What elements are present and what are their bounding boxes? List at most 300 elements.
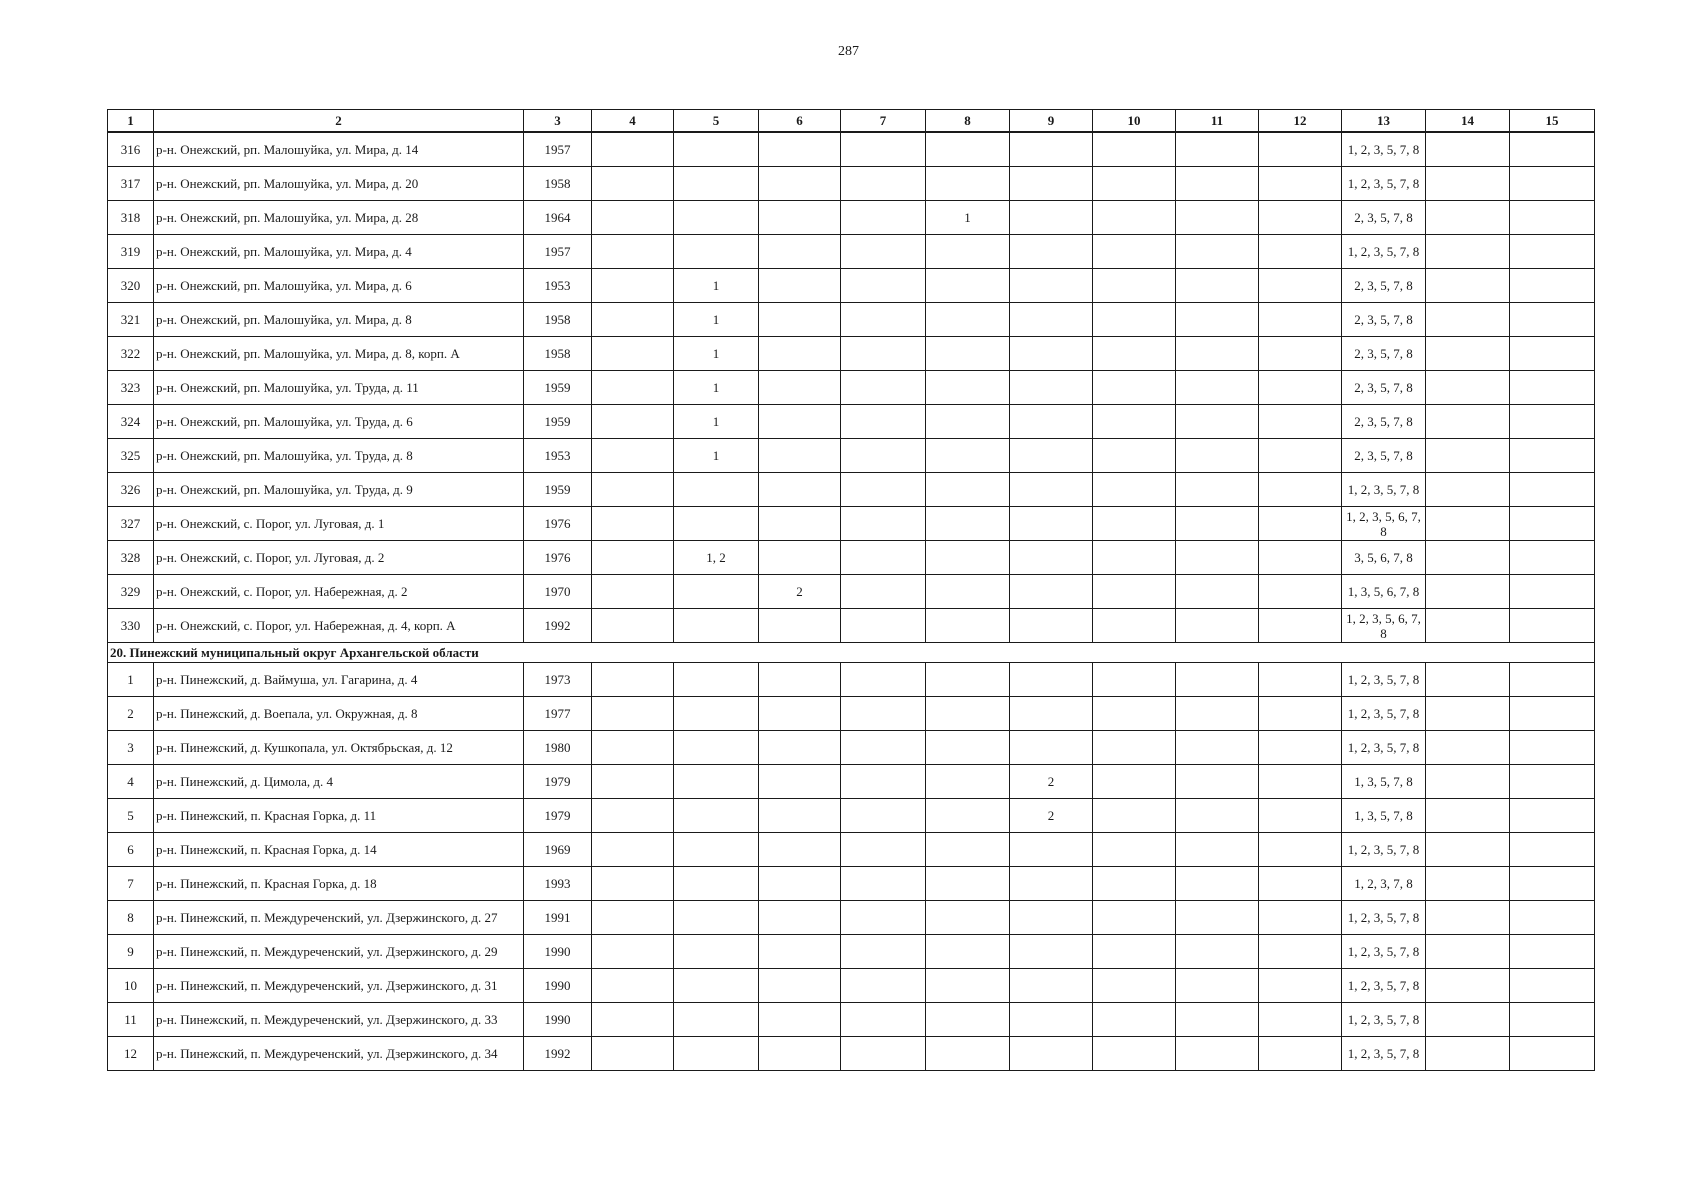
measures-cell: 3, 5, 6, 7, 8 xyxy=(1342,541,1426,575)
year-cell: 1959 xyxy=(524,473,592,507)
address-cell: р-н. Пинежский, п. Красная Горка, д. 11 xyxy=(154,799,524,833)
column-7-cell xyxy=(841,405,926,439)
address-cell: р-н. Онежский, с. Порог, ул. Луговая, д. 2 xyxy=(154,541,524,575)
table-row xyxy=(108,167,1595,201)
column-header-3: 3 xyxy=(524,110,592,133)
column-header-10: 10 xyxy=(1093,110,1176,133)
column-4-cell xyxy=(592,833,674,867)
column-10-cell xyxy=(1093,1037,1176,1071)
column-5-cell xyxy=(674,132,759,167)
column-9-cell xyxy=(1010,371,1093,405)
measures-cell: 1, 2, 3, 5, 7, 8 xyxy=(1342,473,1426,507)
column-15-cell xyxy=(1510,473,1595,507)
column-12-cell xyxy=(1259,901,1342,935)
address-cell: р-н. Онежский, рп. Малошуйка, ул. Мира, д. 14 xyxy=(154,132,524,167)
column-6-cell xyxy=(759,663,841,697)
address-cell: р-н. Пинежский, п. Междуреченский, ул. Дзержинского, д. 34 xyxy=(154,1037,524,1071)
column-5-cell xyxy=(674,609,759,643)
column-5-cell: 1 xyxy=(674,303,759,337)
row-number-cell: 3 xyxy=(108,731,154,765)
year-cell: 1953 xyxy=(524,439,592,473)
column-9-cell xyxy=(1010,507,1093,541)
column-10-cell xyxy=(1093,935,1176,969)
column-5-cell xyxy=(674,235,759,269)
table-row xyxy=(108,439,1595,473)
measures-cell: 2, 3, 5, 7, 8 xyxy=(1342,371,1426,405)
column-9-cell xyxy=(1010,1003,1093,1037)
column-6-cell xyxy=(759,269,841,303)
column-4-cell xyxy=(592,337,674,371)
column-11-cell xyxy=(1176,697,1259,731)
column-7-cell xyxy=(841,935,926,969)
column-10-cell xyxy=(1093,201,1176,235)
column-9-cell xyxy=(1010,969,1093,1003)
column-9-cell: 2 xyxy=(1010,765,1093,799)
column-8-cell xyxy=(926,731,1010,765)
address-cell: р-н. Пинежский, д. Цимола, д. 4 xyxy=(154,765,524,799)
column-11-cell xyxy=(1176,371,1259,405)
column-11-cell xyxy=(1176,337,1259,371)
measures-cell: 1, 3, 5, 6, 7, 8 xyxy=(1342,575,1426,609)
column-15-cell xyxy=(1510,337,1595,371)
column-12-cell xyxy=(1259,541,1342,575)
measures-cell: 1, 2, 3, 7, 8 xyxy=(1342,867,1426,901)
column-6-cell xyxy=(759,935,841,969)
measures-cell: 1, 2, 3, 5, 7, 8 xyxy=(1342,167,1426,201)
measures-cell: 1, 2, 3, 5, 6, 7, 8 xyxy=(1342,609,1426,643)
column-11-cell xyxy=(1176,541,1259,575)
column-header-13: 13 xyxy=(1342,110,1426,133)
column-10-cell xyxy=(1093,303,1176,337)
column-11-cell xyxy=(1176,799,1259,833)
address-cell: р-н. Онежский, рп. Малошуйка, ул. Мира, д. 28 xyxy=(154,201,524,235)
address-cell: р-н. Онежский, рп. Малошуйка, ул. Труда, д. 8 xyxy=(154,439,524,473)
column-12-cell xyxy=(1259,935,1342,969)
column-10-cell xyxy=(1093,405,1176,439)
table-body xyxy=(108,132,1595,1071)
column-9-cell xyxy=(1010,132,1093,167)
row-number-cell: 317 xyxy=(108,167,154,201)
column-header-14: 14 xyxy=(1426,110,1510,133)
column-12-cell xyxy=(1259,799,1342,833)
address-cell: р-н. Онежский, с. Порог, ул. Луговая, д. 1 xyxy=(154,507,524,541)
column-12-cell xyxy=(1259,507,1342,541)
column-12-cell xyxy=(1259,833,1342,867)
column-8-cell xyxy=(926,371,1010,405)
year-cell: 1979 xyxy=(524,765,592,799)
measures-cell: 1, 2, 3, 5, 6, 7, 8 xyxy=(1342,507,1426,541)
column-12-cell xyxy=(1259,575,1342,609)
column-14-cell xyxy=(1426,541,1510,575)
column-5-cell xyxy=(674,473,759,507)
column-7-cell xyxy=(841,269,926,303)
column-15-cell xyxy=(1510,235,1595,269)
column-12-cell xyxy=(1259,303,1342,337)
address-cell: р-н. Пинежский, д. Воепала, ул. Окружная, д. 8 xyxy=(154,697,524,731)
measures-cell: 2, 3, 5, 7, 8 xyxy=(1342,337,1426,371)
column-11-cell xyxy=(1176,969,1259,1003)
table-row xyxy=(108,609,1595,643)
column-14-cell xyxy=(1426,833,1510,867)
column-4-cell xyxy=(592,765,674,799)
column-8-cell xyxy=(926,1037,1010,1071)
year-cell: 1964 xyxy=(524,201,592,235)
column-5-cell: 1 xyxy=(674,337,759,371)
column-7-cell xyxy=(841,663,926,697)
measures-cell: 1, 3, 5, 7, 8 xyxy=(1342,799,1426,833)
column-4-cell xyxy=(592,507,674,541)
column-14-cell xyxy=(1426,663,1510,697)
column-5-cell: 1 xyxy=(674,269,759,303)
column-12-cell xyxy=(1259,167,1342,201)
column-11-cell xyxy=(1176,439,1259,473)
row-number-cell: 2 xyxy=(108,697,154,731)
column-6-cell xyxy=(759,541,841,575)
column-4-cell xyxy=(592,799,674,833)
measures-cell: 1, 2, 3, 5, 7, 8 xyxy=(1342,901,1426,935)
column-14-cell xyxy=(1426,799,1510,833)
column-8-cell xyxy=(926,439,1010,473)
column-12-cell xyxy=(1259,765,1342,799)
row-number-cell: 12 xyxy=(108,1037,154,1071)
column-9-cell xyxy=(1010,303,1093,337)
column-5-cell xyxy=(674,507,759,541)
column-14-cell xyxy=(1426,303,1510,337)
column-5-cell xyxy=(674,765,759,799)
column-14-cell xyxy=(1426,765,1510,799)
column-6-cell xyxy=(759,132,841,167)
year-cell: 1990 xyxy=(524,935,592,969)
column-9-cell xyxy=(1010,405,1093,439)
column-4-cell xyxy=(592,439,674,473)
column-11-cell xyxy=(1176,765,1259,799)
column-4-cell xyxy=(592,867,674,901)
column-6-cell xyxy=(759,765,841,799)
column-9-cell xyxy=(1010,697,1093,731)
column-10-cell xyxy=(1093,167,1176,201)
column-5-cell: 1, 2 xyxy=(674,541,759,575)
row-number-cell: 11 xyxy=(108,1003,154,1037)
column-15-cell xyxy=(1510,799,1595,833)
column-7-cell xyxy=(841,337,926,371)
column-8-cell xyxy=(926,867,1010,901)
table-row xyxy=(108,867,1595,901)
column-8-cell xyxy=(926,833,1010,867)
column-14-cell xyxy=(1426,507,1510,541)
column-14-cell xyxy=(1426,269,1510,303)
measures-cell: 1, 2, 3, 5, 7, 8 xyxy=(1342,697,1426,731)
address-cell: р-н. Онежский, с. Порог, ул. Набережная, д. 4, корп. А xyxy=(154,609,524,643)
column-10-cell xyxy=(1093,901,1176,935)
column-15-cell xyxy=(1510,575,1595,609)
column-header-4: 4 xyxy=(592,110,674,133)
column-7-cell xyxy=(841,731,926,765)
table-row xyxy=(108,901,1595,935)
column-7-cell xyxy=(841,833,926,867)
column-9-cell xyxy=(1010,473,1093,507)
column-6-cell xyxy=(759,1003,841,1037)
column-12-cell xyxy=(1259,609,1342,643)
column-5-cell: 1 xyxy=(674,439,759,473)
column-14-cell xyxy=(1426,167,1510,201)
column-14-cell xyxy=(1426,235,1510,269)
year-cell: 1958 xyxy=(524,167,592,201)
section-header-row xyxy=(108,643,1595,663)
column-4-cell xyxy=(592,731,674,765)
column-8-cell xyxy=(926,303,1010,337)
column-5-cell: 1 xyxy=(674,371,759,405)
measures-cell: 1, 2, 3, 5, 7, 8 xyxy=(1342,1003,1426,1037)
address-cell: р-н. Онежский, рп. Малошуйка, ул. Труда, д. 9 xyxy=(154,473,524,507)
column-6-cell xyxy=(759,799,841,833)
year-cell: 1957 xyxy=(524,132,592,167)
column-7-cell xyxy=(841,799,926,833)
column-7-cell xyxy=(841,439,926,473)
table-row xyxy=(108,201,1595,235)
row-number-cell: 323 xyxy=(108,371,154,405)
column-11-cell xyxy=(1176,833,1259,867)
column-12-cell xyxy=(1259,731,1342,765)
table-row xyxy=(108,663,1595,697)
column-15-cell xyxy=(1510,867,1595,901)
column-4-cell xyxy=(592,167,674,201)
row-number-cell: 319 xyxy=(108,235,154,269)
column-15-cell xyxy=(1510,1003,1595,1037)
column-header-8: 8 xyxy=(926,110,1010,133)
column-6-cell xyxy=(759,405,841,439)
column-14-cell xyxy=(1426,337,1510,371)
column-7-cell xyxy=(841,697,926,731)
column-header-15: 15 xyxy=(1510,110,1595,133)
column-15-cell xyxy=(1510,303,1595,337)
row-number-cell: 326 xyxy=(108,473,154,507)
column-5-cell xyxy=(674,697,759,731)
measures-cell: 1, 2, 3, 5, 7, 8 xyxy=(1342,969,1426,1003)
year-cell: 1953 xyxy=(524,269,592,303)
column-8-cell xyxy=(926,405,1010,439)
column-5-cell xyxy=(674,1037,759,1071)
column-4-cell xyxy=(592,609,674,643)
column-5-cell xyxy=(674,969,759,1003)
row-number-cell: 320 xyxy=(108,269,154,303)
year-cell: 1957 xyxy=(524,235,592,269)
page-number: 287 xyxy=(838,44,859,59)
column-15-cell xyxy=(1510,132,1595,167)
column-14-cell xyxy=(1426,201,1510,235)
column-6-cell: 2 xyxy=(759,575,841,609)
column-4-cell xyxy=(592,235,674,269)
table-row xyxy=(108,765,1595,799)
column-10-cell xyxy=(1093,575,1176,609)
column-7-cell xyxy=(841,371,926,405)
column-12-cell xyxy=(1259,269,1342,303)
column-12-cell xyxy=(1259,1003,1342,1037)
measures-cell: 2, 3, 5, 7, 8 xyxy=(1342,269,1426,303)
column-4-cell xyxy=(592,303,674,337)
section-title: 20. Пинежский муниципальный округ Архангельской области xyxy=(108,643,1595,663)
column-7-cell xyxy=(841,541,926,575)
column-8-cell xyxy=(926,337,1010,371)
column-12-cell xyxy=(1259,201,1342,235)
row-number-cell: 324 xyxy=(108,405,154,439)
year-cell: 1990 xyxy=(524,1003,592,1037)
column-6-cell xyxy=(759,833,841,867)
column-10-cell xyxy=(1093,663,1176,697)
year-cell: 1977 xyxy=(524,697,592,731)
address-cell: р-н. Пинежский, д. Кушкопала, ул. Октябрьская, д. 12 xyxy=(154,731,524,765)
column-8-cell xyxy=(926,697,1010,731)
year-cell: 1992 xyxy=(524,609,592,643)
year-cell: 1958 xyxy=(524,303,592,337)
column-9-cell xyxy=(1010,731,1093,765)
column-15-cell xyxy=(1510,697,1595,731)
column-11-cell xyxy=(1176,1037,1259,1071)
column-header-11: 11 xyxy=(1176,110,1259,133)
address-cell: р-н. Пинежский, п. Междуреченский, ул. Дзержинского, д. 27 xyxy=(154,901,524,935)
table-row xyxy=(108,833,1595,867)
column-12-cell xyxy=(1259,235,1342,269)
column-7-cell xyxy=(841,575,926,609)
column-11-cell xyxy=(1176,167,1259,201)
table-header xyxy=(108,110,1595,133)
address-cell: р-н. Пинежский, п. Междуреченский, ул. Дзержинского, д. 33 xyxy=(154,1003,524,1037)
column-11-cell xyxy=(1176,269,1259,303)
column-header-1: 1 xyxy=(108,110,154,133)
column-7-cell xyxy=(841,1003,926,1037)
year-cell: 1991 xyxy=(524,901,592,935)
column-4-cell xyxy=(592,575,674,609)
measures-cell: 1, 2, 3, 5, 7, 8 xyxy=(1342,235,1426,269)
table-row xyxy=(108,405,1595,439)
column-5-cell xyxy=(674,731,759,765)
table-row xyxy=(108,697,1595,731)
column-11-cell xyxy=(1176,663,1259,697)
column-10-cell xyxy=(1093,507,1176,541)
table-row xyxy=(108,731,1595,765)
table-row xyxy=(108,303,1595,337)
column-9-cell xyxy=(1010,1037,1093,1071)
column-7-cell xyxy=(841,132,926,167)
column-6-cell xyxy=(759,1037,841,1071)
column-4-cell xyxy=(592,1037,674,1071)
column-9-cell xyxy=(1010,867,1093,901)
column-11-cell xyxy=(1176,935,1259,969)
column-header-7: 7 xyxy=(841,110,926,133)
column-header-5: 5 xyxy=(674,110,759,133)
table-row xyxy=(108,507,1595,541)
column-9-cell xyxy=(1010,235,1093,269)
address-cell: р-н. Онежский, рп. Малошуйка, ул. Труда, д. 11 xyxy=(154,371,524,405)
address-cell: р-н. Онежский, рп. Малошуйка, ул. Труда, д. 6 xyxy=(154,405,524,439)
column-12-cell xyxy=(1259,1037,1342,1071)
row-number-cell: 322 xyxy=(108,337,154,371)
table-row xyxy=(108,235,1595,269)
column-7-cell xyxy=(841,969,926,1003)
column-15-cell xyxy=(1510,833,1595,867)
column-4-cell xyxy=(592,473,674,507)
column-10-cell xyxy=(1093,833,1176,867)
column-6-cell xyxy=(759,969,841,1003)
row-number-cell: 328 xyxy=(108,541,154,575)
row-number-cell: 321 xyxy=(108,303,154,337)
column-14-cell xyxy=(1426,132,1510,167)
column-7-cell xyxy=(841,609,926,643)
column-6-cell xyxy=(759,867,841,901)
column-5-cell xyxy=(674,799,759,833)
address-cell: р-н. Пинежский, п. Красная Горка, д. 18 xyxy=(154,867,524,901)
column-7-cell xyxy=(841,167,926,201)
address-cell: р-н. Пинежский, п. Междуреченский, ул. Дзержинского, д. 29 xyxy=(154,935,524,969)
column-9-cell xyxy=(1010,269,1093,303)
column-6-cell xyxy=(759,697,841,731)
column-4-cell xyxy=(592,1003,674,1037)
measures-cell: 2, 3, 5, 7, 8 xyxy=(1342,303,1426,337)
table-row xyxy=(108,541,1595,575)
column-8-cell xyxy=(926,541,1010,575)
year-cell: 1976 xyxy=(524,507,592,541)
column-14-cell xyxy=(1426,473,1510,507)
column-15-cell xyxy=(1510,663,1595,697)
column-8-cell xyxy=(926,132,1010,167)
column-7-cell xyxy=(841,765,926,799)
column-10-cell xyxy=(1093,799,1176,833)
column-6-cell xyxy=(759,235,841,269)
table-row xyxy=(108,337,1595,371)
column-5-cell xyxy=(674,201,759,235)
column-11-cell xyxy=(1176,201,1259,235)
column-10-cell xyxy=(1093,969,1176,1003)
column-10-cell xyxy=(1093,765,1176,799)
row-number-cell: 316 xyxy=(108,132,154,167)
column-11-cell xyxy=(1176,507,1259,541)
column-12-cell xyxy=(1259,697,1342,731)
column-11-cell xyxy=(1176,132,1259,167)
column-15-cell xyxy=(1510,1037,1595,1071)
column-7-cell xyxy=(841,303,926,337)
column-6-cell xyxy=(759,337,841,371)
column-10-cell xyxy=(1093,371,1176,405)
table-row xyxy=(108,1003,1595,1037)
column-4-cell xyxy=(592,269,674,303)
column-4-cell xyxy=(592,201,674,235)
column-14-cell xyxy=(1426,439,1510,473)
year-cell: 1959 xyxy=(524,405,592,439)
measures-cell: 2, 3, 5, 7, 8 xyxy=(1342,439,1426,473)
column-4-cell xyxy=(592,663,674,697)
column-11-cell xyxy=(1176,609,1259,643)
measures-cell: 1, 2, 3, 5, 7, 8 xyxy=(1342,1037,1426,1071)
address-cell: р-н. Онежский, рп. Малошуйка, ул. Мира, д. 8, корп. А xyxy=(154,337,524,371)
address-cell: р-н. Онежский, рп. Малошуйка, ул. Мира, д. 6 xyxy=(154,269,524,303)
row-number-cell: 9 xyxy=(108,935,154,969)
column-6-cell xyxy=(759,371,841,405)
measures-cell: 1, 2, 3, 5, 7, 8 xyxy=(1342,132,1426,167)
column-14-cell xyxy=(1426,935,1510,969)
column-14-cell xyxy=(1426,575,1510,609)
column-5-cell xyxy=(674,935,759,969)
column-5-cell xyxy=(674,867,759,901)
row-number-cell: 4 xyxy=(108,765,154,799)
column-6-cell xyxy=(759,439,841,473)
column-11-cell xyxy=(1176,901,1259,935)
row-number-cell: 318 xyxy=(108,201,154,235)
column-5-cell xyxy=(674,167,759,201)
row-number-cell: 10 xyxy=(108,969,154,1003)
column-11-cell xyxy=(1176,405,1259,439)
column-10-cell xyxy=(1093,731,1176,765)
column-4-cell xyxy=(592,132,674,167)
column-12-cell xyxy=(1259,405,1342,439)
